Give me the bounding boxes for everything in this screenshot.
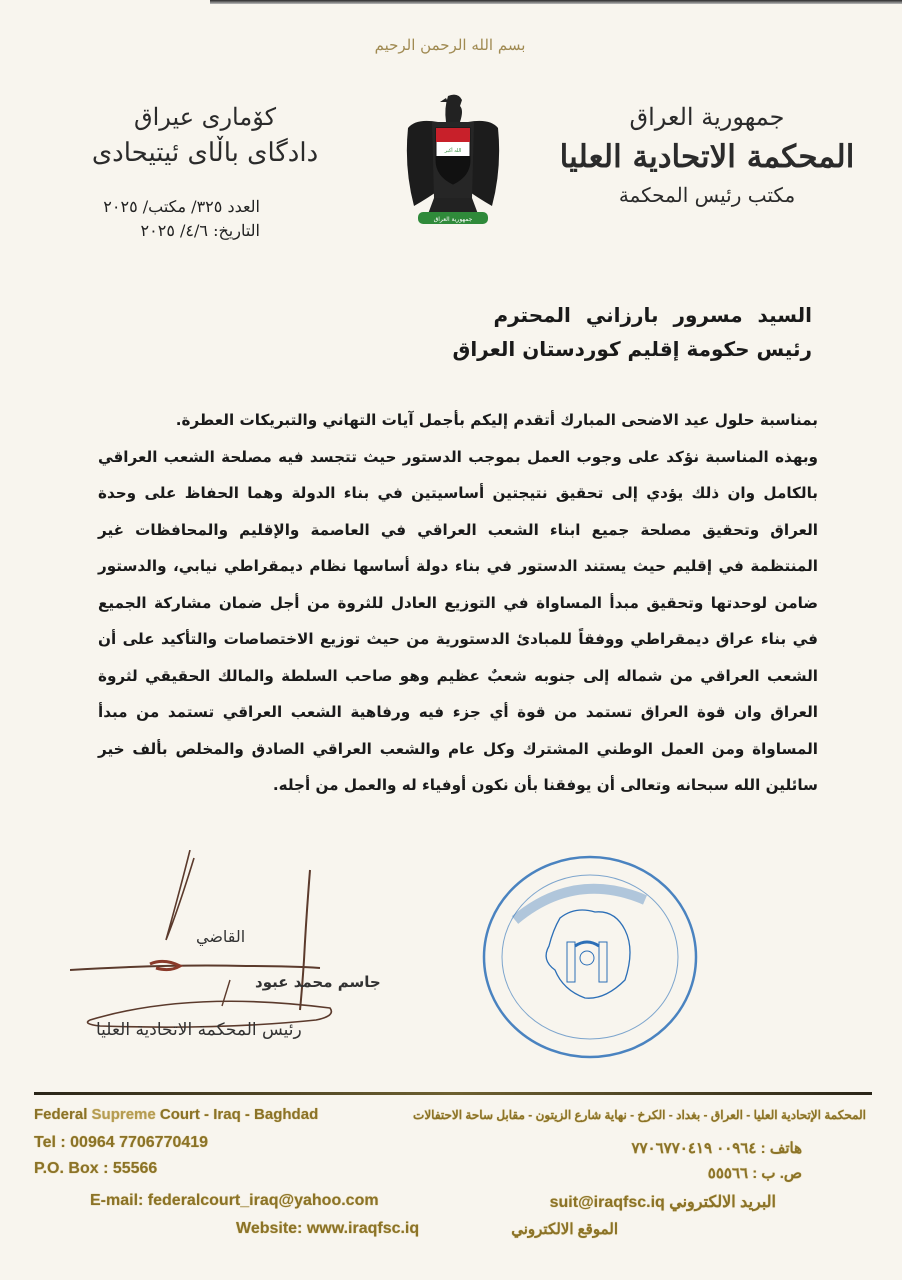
footer-pobox-en: P.O. Box : 55566 [34,1160,158,1177]
footer-address-ar: المحكمة الإتحادية العليا - العراق - بغداد - الكرخ - نهاية شارع الزيتون - مقابل ساحة الاحتفالات [413,1108,866,1122]
letterhead-kurdish [60,100,350,172]
recipient-block [312,298,812,366]
reference-number [40,195,260,219]
reference-date-label: التاريخ: [213,221,260,240]
letter-body [98,402,818,804]
svg-text:جمهورية العراق: جمهورية العراق [433,216,473,223]
footer-website-label-ar: الموقع الالكتروني [511,1221,618,1238]
reference-date [40,219,260,243]
reference-number-label: العدد [227,197,260,216]
letterhead-arabic [552,100,862,210]
svg-text:الله أكبر: الله أكبر [444,148,462,154]
footer-email-ar [550,1192,776,1212]
recipient-title: رئيس حكومة إقليم كوردستان العراق [452,337,812,361]
signatory-name: جاسم محمد عبود [255,973,381,991]
body-paragraph-main: وبهذه المناسبة نؤكد على وجوب العمل بموجب الدستور حيث تتجسد فيه مصلحة الشعب العراقي بالكامل وان ذلك يؤدي إلى تحقيق نتيجتين أساسيتين في بناء الدولة وهما الحفاظ على وحدة العراق وتحقيق مصلحة جميع ابناء الشعب العراقي في العاصمة والإقليم والمحافظات غير المنتظمة في إقليم حيث يستند الدستور في بناء دولة أساسها نظام ديمقراطي نيابي، والدستور ضامن لوحدتها وتحقيق مبدأ المساواة في التوزيع العادل للثروة من أجل ضمان مشاركة الجميع في بناء عراق ديمقراطي ووفقاً للمبادئ الدستورية من حيث توزيع الاختصاصات والتأكيد على أن الشعب العراقي من شماله إلى جنوبه شعبٌ عظيم وهو صاحب السلطة والمالك الحقيقي لثروة العراق وان قوة العراق تستمد من قوة أي جزء فيه ورفاهية الشعب العراقي تستمد من مبدأ المساواة ومن العمل الوطني المشترك وكل عام والشعب العراقي الصادق والمخلص بألف خير سائلين الله سبحانه وتعالى أن يوفقنا بأن نكون أوفياء له والعمل من أجله. [98,447,818,794]
footer-divider [34,1092,872,1095]
body-paragraph-greeting: بمناسبة حلول عيد الاضحى المبارك أتقدم إليكم بأجمل آيات التهاني والتبريكات العطرة. [175,411,818,429]
court-seal-stamp-icon [475,850,705,1065]
court-name: المحكمة الاتحادية العليا [559,139,855,175]
reference-date-value: ٤/٦/ ٢٠٢٥ [140,221,208,240]
iraq-eagle-emblem-icon [398,88,508,228]
footer-pobox-ar: ص. ب : ٥٥٥٦٦ [707,1165,802,1182]
footer-address-en: Federal Supreme Court - Iraq - Baghdad [34,1106,319,1123]
signatory-role: رئيس المحكمة الاتحادية العليا [96,1020,302,1040]
footer-tel-en: Tel : 00964 7706770419 [34,1134,209,1151]
republic-name-kurdish: کۆماری عیراق [133,103,277,131]
recipient-name: السيد مسرور بارزاني المحترم [493,303,812,327]
scan-edge-shadow [210,0,902,4]
footer-email2-link[interactable]: suit@iraqfsc.iq [549,1194,665,1211]
reference-block [40,195,260,243]
footer-email-label-ar: البريد الالكتروني [669,1194,776,1211]
basmala: بسم الله الرحمن الرحيم [374,36,526,54]
footer-website-link[interactable]: Website: www.iraqfsc.iq [236,1220,420,1237]
footer-tel-ar: هاتف : ٠٠٩٦٤ ٧٧٠٦٧٧٠٤١٩ [631,1140,802,1157]
office-name: مكتب رئيس المحكمة [618,183,796,207]
republic-name: جمهورية العراق [629,103,785,131]
footer-email-link[interactable]: E-mail: federalcourt_iraq@yahoo.com [90,1192,379,1209]
signatory-title: القاضي [196,927,246,946]
court-name-kurdish: دادگای باڵای ئیتیحادی [91,138,319,168]
reference-number-value: ٣٢٥/ مكتب/ ٢٠٢٥ [103,197,223,216]
